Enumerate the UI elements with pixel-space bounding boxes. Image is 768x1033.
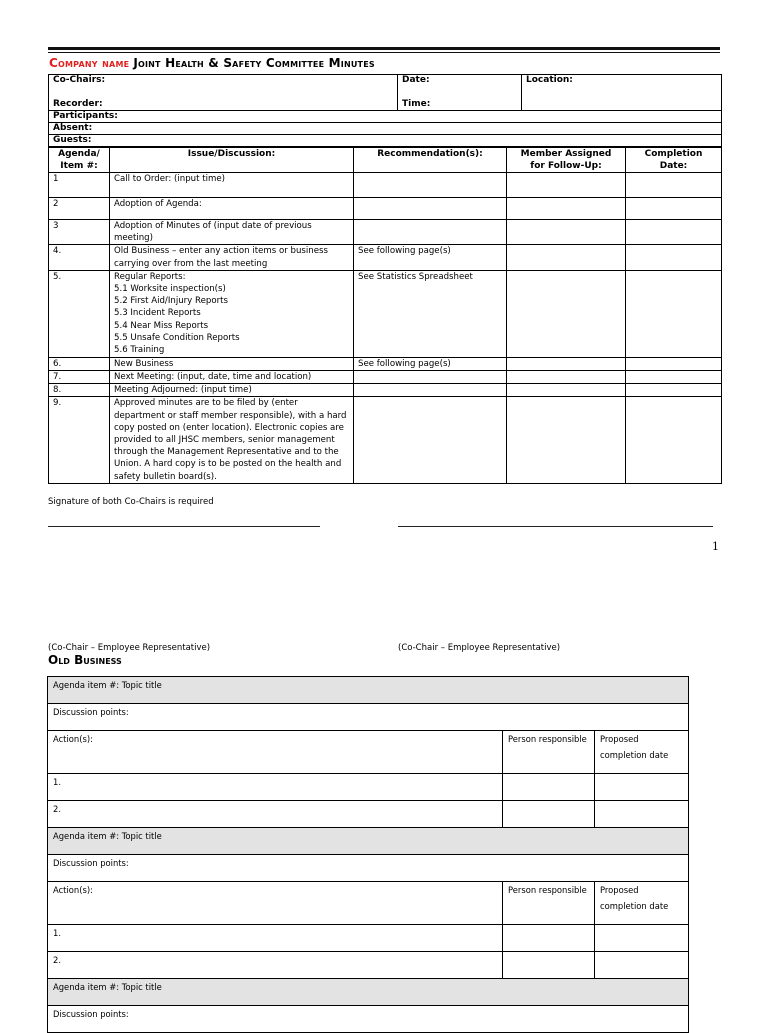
col-header-agenda-item: Agenda/ Item #: bbox=[49, 148, 110, 173]
old-business-title: Old Business bbox=[48, 653, 122, 667]
topic-title-cell[interactable]: Agenda item #: Topic title bbox=[48, 979, 689, 1006]
meeting-info-table bbox=[48, 74, 722, 147]
header-rule-thick bbox=[48, 47, 720, 50]
recommendation-cell[interactable]: See following page(s) bbox=[354, 245, 507, 270]
person-responsible-header: Person responsible bbox=[503, 882, 595, 925]
completion-cell[interactable] bbox=[626, 357, 722, 370]
table-row bbox=[48, 801, 689, 828]
person-cell[interactable] bbox=[503, 952, 595, 979]
member-cell[interactable] bbox=[507, 397, 626, 484]
absent-cell[interactable]: Absent: bbox=[49, 123, 722, 135]
member-cell[interactable] bbox=[507, 220, 626, 245]
issue-text: Regular Reports: 5.1 Worksite inspection(s) 5.2 First Aid/Injury Reports 5.3 Incident Reports 5.4 Near Miss Reports 5.5 Unsafe Condition Reports 5.6 Training bbox=[110, 270, 354, 357]
signature-line-right[interactable] bbox=[398, 526, 713, 527]
table-row bbox=[49, 371, 722, 384]
item-number: 8. bbox=[49, 384, 110, 397]
page-number: 1 bbox=[712, 540, 719, 553]
time-label: Time: bbox=[402, 99, 431, 109]
date-cell[interactable] bbox=[595, 952, 689, 979]
discussion-cell[interactable]: Discussion points: bbox=[48, 1006, 689, 1033]
participants-cell[interactable]: Participants: bbox=[49, 111, 722, 123]
recommendation-cell[interactable] bbox=[354, 397, 507, 484]
issue-text: Old Business – enter any action items or business carrying over from the last meeting bbox=[110, 245, 354, 270]
recommendation-cell[interactable] bbox=[354, 220, 507, 245]
topic-title-cell[interactable]: Agenda item #: Topic title bbox=[48, 677, 689, 704]
issue-text: Call to Order: (input time) bbox=[110, 173, 354, 198]
action-item-1[interactable]: 1. bbox=[48, 925, 503, 952]
member-cell[interactable] bbox=[507, 270, 626, 357]
completion-cell[interactable] bbox=[626, 371, 722, 384]
discussion-cell[interactable]: Discussion points: bbox=[48, 704, 689, 731]
member-cell[interactable] bbox=[507, 357, 626, 370]
item-number: 3 bbox=[49, 220, 110, 245]
location-label: Location: bbox=[526, 75, 573, 85]
minutes-title: Joint Health & Safety Committee Minutes bbox=[133, 56, 375, 70]
co-chairs-recorder-cell[interactable] bbox=[49, 75, 398, 111]
issue-text: Approved minutes are to be filed by (enter department or staff member responsible), with a hard copy posted on (enter location). Electronic copies are provided to all JHSC members, senior management through the Management Representative and to the Union. A hard copy is to be posted on the health and safety bulletin board(s). bbox=[110, 397, 354, 484]
recommendation-cell[interactable] bbox=[354, 384, 507, 397]
actions-header: Action(s): bbox=[48, 882, 503, 925]
date-label: Date: bbox=[402, 75, 430, 85]
agenda-table bbox=[48, 147, 722, 484]
completion-cell[interactable] bbox=[626, 198, 722, 220]
date-time-cell[interactable] bbox=[398, 75, 522, 111]
proposed-date-header: Proposed completion date bbox=[595, 882, 689, 925]
date-cell[interactable] bbox=[595, 774, 689, 801]
col-header-issue: Issue/Discussion: bbox=[110, 148, 354, 173]
company-name: Company name bbox=[49, 56, 130, 70]
completion-cell[interactable] bbox=[626, 173, 722, 198]
action-item-1[interactable]: 1. bbox=[48, 774, 503, 801]
co-chair-caption-right: (Co-Chair – Employee Representative) bbox=[398, 643, 561, 653]
guests-cell[interactable]: Guests: bbox=[49, 135, 722, 147]
signature-note: Signature of both Co-Chairs is required bbox=[48, 497, 214, 507]
date-cell[interactable] bbox=[595, 925, 689, 952]
header-rule-thin bbox=[48, 52, 720, 53]
issue-text: New Business bbox=[110, 357, 354, 370]
completion-cell[interactable] bbox=[626, 220, 722, 245]
member-cell[interactable] bbox=[507, 198, 626, 220]
person-cell[interactable] bbox=[503, 925, 595, 952]
col-header-recommendation: Recommendation(s): bbox=[354, 148, 507, 173]
recommendation-cell[interactable] bbox=[354, 371, 507, 384]
item-number: 5. bbox=[49, 270, 110, 357]
item-number: 2 bbox=[49, 198, 110, 220]
proposed-date-header: Proposed completion date bbox=[595, 731, 689, 774]
document-title bbox=[49, 56, 375, 70]
table-row bbox=[48, 925, 689, 952]
recommendation-cell[interactable] bbox=[354, 198, 507, 220]
issue-text: Next Meeting: (input, date, time and location) bbox=[110, 371, 354, 384]
completion-cell[interactable] bbox=[626, 245, 722, 270]
co-chairs-label: Co-Chairs: bbox=[53, 75, 106, 85]
recommendation-cell[interactable]: See Statistics Spreadsheet bbox=[354, 270, 507, 357]
action-item-2[interactable]: 2. bbox=[48, 801, 503, 828]
item-number: 6. bbox=[49, 357, 110, 370]
recommendation-cell[interactable] bbox=[354, 173, 507, 198]
member-cell[interactable] bbox=[507, 173, 626, 198]
completion-cell[interactable] bbox=[626, 397, 722, 484]
issue-text: Adoption of Agenda: bbox=[110, 198, 354, 220]
issue-text: Adoption of Minutes of (input date of previous meeting) bbox=[110, 220, 354, 245]
member-cell[interactable] bbox=[507, 384, 626, 397]
col-header-member-assigned: Member Assigned for Follow-Up: bbox=[507, 148, 626, 173]
person-cell[interactable] bbox=[503, 774, 595, 801]
co-chair-caption-left: (Co-Chair – Employee Representative) bbox=[48, 643, 211, 653]
old-business-table bbox=[47, 676, 689, 1033]
table-row bbox=[49, 198, 722, 220]
member-cell[interactable] bbox=[507, 371, 626, 384]
table-row bbox=[49, 220, 722, 245]
completion-cell[interactable] bbox=[626, 270, 722, 357]
table-row bbox=[49, 270, 722, 357]
person-responsible-header: Person responsible bbox=[503, 731, 595, 774]
action-item-2[interactable]: 2. bbox=[48, 952, 503, 979]
member-cell[interactable] bbox=[507, 245, 626, 270]
item-number: 1 bbox=[49, 173, 110, 198]
table-row bbox=[49, 384, 722, 397]
discussion-cell[interactable]: Discussion points: bbox=[48, 855, 689, 882]
item-number: 4. bbox=[49, 245, 110, 270]
recommendation-cell[interactable]: See following page(s) bbox=[354, 357, 507, 370]
issue-text: Meeting Adjourned: (input time) bbox=[110, 384, 354, 397]
table-row bbox=[49, 357, 722, 370]
signature-line-left[interactable] bbox=[48, 526, 320, 527]
item-number: 9. bbox=[49, 397, 110, 484]
table-row bbox=[48, 774, 689, 801]
table-row bbox=[49, 173, 722, 198]
person-cell[interactable] bbox=[503, 801, 595, 828]
item-number: 7. bbox=[49, 371, 110, 384]
recorder-label: Recorder: bbox=[53, 99, 103, 109]
location-cell[interactable] bbox=[522, 75, 722, 111]
table-row bbox=[48, 952, 689, 979]
topic-title-cell[interactable]: Agenda item #: Topic title bbox=[48, 828, 689, 855]
actions-header: Action(s): bbox=[48, 731, 503, 774]
col-header-completion-date: Completion Date: bbox=[626, 148, 722, 173]
table-row bbox=[49, 397, 722, 484]
date-cell[interactable] bbox=[595, 801, 689, 828]
table-row bbox=[49, 245, 722, 270]
completion-cell[interactable] bbox=[626, 384, 722, 397]
